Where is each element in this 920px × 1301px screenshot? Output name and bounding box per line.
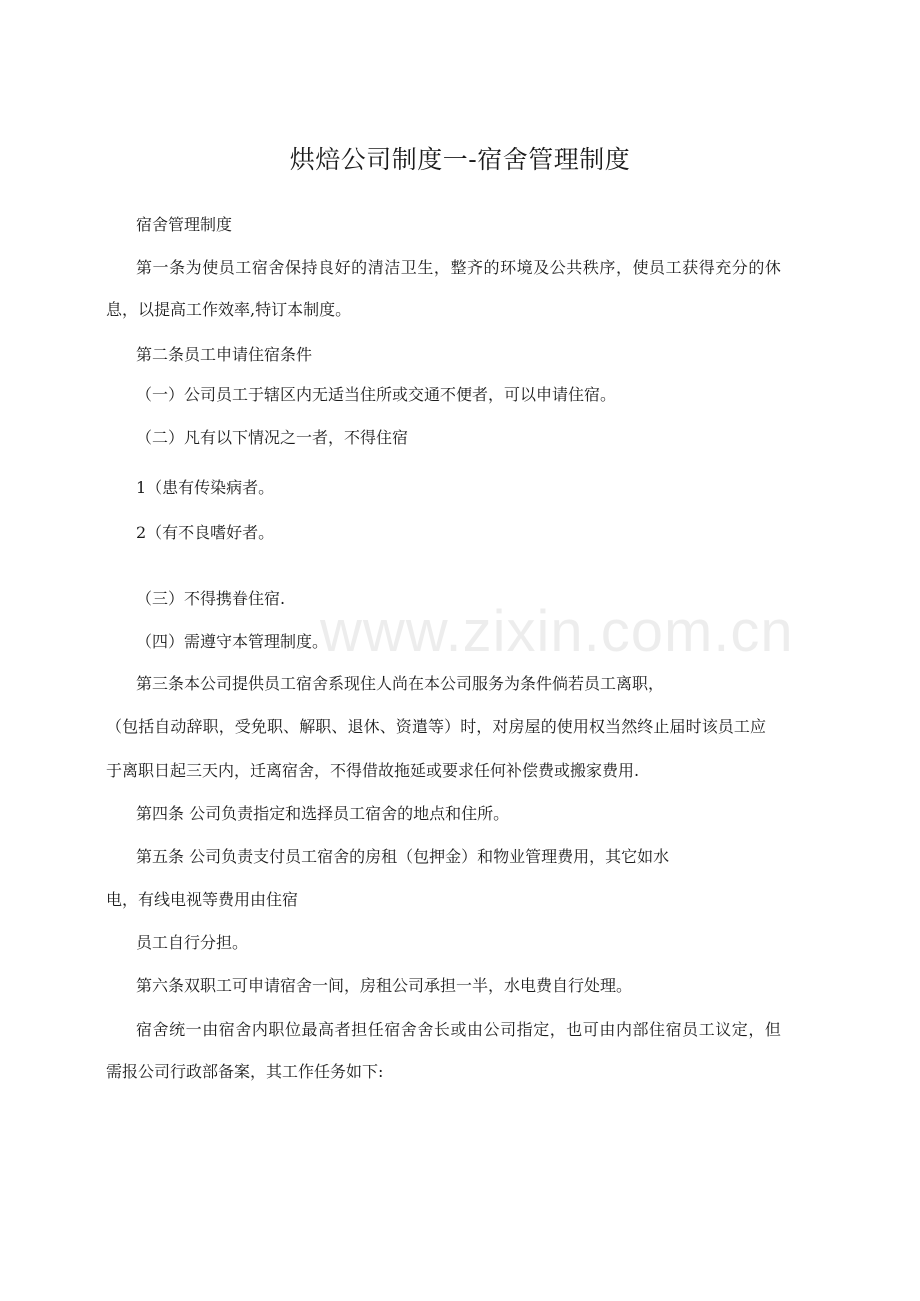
watermark: www.zixin.com.cn [320,599,794,664]
paragraph-line: 第三条本公司提供员工宿舍系现住人尚在本公司服务为条件倘若员工离职， [136,674,665,693]
paragraph-line: 宿舍统一由宿舍内职位最高者担任宿舍舍长或由公司指定，也可由内部住宿员工议定，但 [136,1020,782,1039]
section-heading: 宿舍管理制度 [136,215,233,234]
paragraph-line: 于离职日起三天内，迁离宿舍，不得借故拖延或要求任何补偿费或搬家费用. [106,761,640,780]
document-title: 烘焙公司制度一-宿舍管理制度 [289,145,631,174]
paragraph-line: （包括自动辞职，受免职、解职、退休、资遣等）时，对房屋的使用权当然终止届时该员工应 [106,717,767,736]
paragraph-line: 息，以提高工作效率,特订本制度。 [106,300,352,319]
paragraph-line: 2（有不良嗜好者。 [136,523,275,542]
paragraph-line: （二）凡有以下情况之一者，不得住宿 [136,428,409,447]
paragraph-line: （三）不得携眷住宿. [136,589,286,608]
paragraph-line: （一）公司员工于辖区内无适当住所或交通不便者，可以申请住宿。 [136,385,617,404]
paragraph-line: 需报公司行政部备案，其工作任务如下: [106,1062,384,1081]
paragraph-line: 第四条 公司负责指定和选择员工宿舍的地点和住所。 [136,804,510,823]
paragraph-line: 1（患有传染病者。 [136,478,275,497]
paragraph-line: 第五条 公司负责支付员工宿舍的房租（包押金）和物业管理费用，其它如水 [136,847,670,866]
paragraph-line: （四）需遵守本管理制度。 [136,632,329,651]
paragraph-line: 第一条为使员工宿舍保持良好的清洁卫生，整齐的环境及公共秩序，使员工获得充分的休 [136,258,782,277]
paragraph-line: 员工自行分担。 [136,933,249,952]
paragraph-line: 电，有线电视等费用由住宿 [106,890,299,909]
paragraph-line: 第二条员工申请住宿条件 [136,345,313,364]
paragraph-line: 第六条双职工可申请宿舍一间，房租公司承担一半，水电费自行处理。 [136,976,633,995]
